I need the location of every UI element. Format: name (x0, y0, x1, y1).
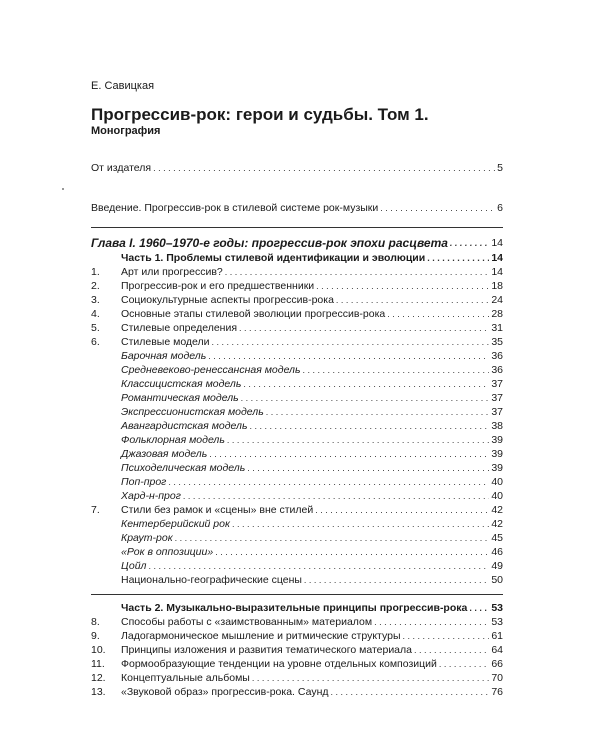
toc-entry-text: Экспрессионистская модель (121, 406, 264, 418)
leader-dots (247, 462, 489, 474)
toc-entry-text: Барочная модель (121, 350, 207, 362)
toc-item-2[interactable] (91, 278, 503, 292)
toc-entry-text: Глава I. 1960–1970-е годы: прогрессив-рок эпохи расцвета (91, 236, 448, 250)
toc-subitem-medieval[interactable] (91, 362, 503, 376)
toc-page-number: 36 (491, 364, 503, 376)
toc-item-number: 13. (91, 686, 106, 698)
toc-subitem-classicist[interactable] (91, 376, 503, 390)
toc-item-5[interactable] (91, 320, 503, 334)
toc-entry-text: Авангардистская модель (121, 420, 248, 432)
toc-item-13[interactable] (91, 684, 503, 698)
toc-item-number: 3. (91, 294, 100, 306)
leader-dots (209, 448, 489, 460)
toc-entry-text: «Рок в оппозиции» (121, 546, 214, 558)
toc-page-number: 38 (491, 420, 503, 432)
leader-dots (241, 392, 490, 404)
toc-entry-text: Прогрессив-рок и его предшественники (121, 280, 315, 292)
toc-item-number: 9. (91, 630, 100, 642)
toc-page-number: 45 (491, 532, 503, 544)
toc-item-8[interactable] (91, 614, 503, 628)
toc-subitem-expressionist[interactable] (91, 404, 503, 418)
toc-subitem-baroque[interactable] (91, 348, 503, 362)
toc-entry-text: Часть 2. Музыкально-выразительные принципы прогрессив-рока (121, 602, 468, 614)
toc-entry-text: Кентерберийский рок (121, 518, 230, 530)
leader-dots (427, 252, 489, 264)
toc-page-number: 42 (491, 518, 503, 530)
leader-dots (331, 686, 490, 698)
leader-dots (266, 406, 490, 418)
toc-item-12[interactable] (91, 670, 503, 684)
toc-page-number: 5 (497, 162, 503, 174)
toc-item-number: 10. (91, 644, 106, 656)
leader-dots (212, 336, 490, 348)
divider-line (91, 594, 503, 595)
toc-entry-text: Ладогармоническое мышление и ритмические структуры (121, 630, 401, 642)
toc-item-10[interactable] (91, 642, 503, 656)
toc-entry-text: Классицистская модель (121, 378, 242, 390)
toc-entry-text: Романтическая модель (121, 392, 239, 404)
toc-page-number: 76 (491, 686, 503, 698)
toc-page-number: 24 (491, 294, 503, 306)
toc-entry-text: Основные этапы стилевой эволюции прогрессив-рока (121, 308, 386, 320)
toc-item-number: 7. (91, 504, 100, 516)
toc-page-number: 42 (491, 504, 503, 516)
toc-page-number: 14 (491, 266, 503, 278)
toc-entry-publisher[interactable] (91, 160, 503, 174)
toc-entry-text: Принципы изложения и развития тематического материала (121, 644, 412, 656)
toc-item-number: 12. (91, 672, 106, 684)
leader-dots (183, 490, 489, 502)
toc-subitem-national-scenes[interactable] (91, 572, 503, 586)
toc-page-number: 28 (491, 308, 503, 320)
toc-entry-introduction[interactable] (91, 200, 503, 214)
toc-item-number: 6. (91, 336, 100, 348)
toc-page-number: 37 (491, 378, 503, 390)
toc-entry-text: Средневеково-ренессансная модель (121, 364, 301, 376)
leader-dots (403, 630, 490, 642)
toc-item-1[interactable] (91, 264, 503, 278)
leader-dots (315, 504, 489, 516)
toc-subitem-pop-prog[interactable] (91, 474, 503, 488)
toc-subitem-krautrock[interactable] (91, 530, 503, 544)
leader-dots (304, 574, 489, 586)
leader-dots (252, 672, 489, 684)
leader-dots (316, 280, 489, 292)
toc-entry-text: Часть 1. Проблемы стилевой идентификации и эволюции (121, 252, 426, 264)
toc-item-number: 1. (91, 266, 100, 278)
toc-subitem-psychedelic[interactable] (91, 460, 503, 474)
toc-part-1[interactable] (91, 250, 503, 264)
toc-entry-text: Способы работы с «заимствованным» материалом (121, 616, 373, 628)
toc-entry-text: Национально-географические сцены (121, 574, 302, 586)
toc-page-number: 61 (491, 630, 503, 642)
toc-page-number: 53 (491, 616, 503, 628)
toc-page-number: 37 (491, 392, 503, 404)
toc-entry-text: Поп-прог (121, 476, 167, 488)
toc-page-number: 70 (491, 672, 503, 684)
toc-item-6[interactable] (91, 334, 503, 348)
toc-subitem-hard-prog[interactable] (91, 488, 503, 502)
toc-page-number: 6 (497, 202, 503, 214)
toc-chapter-1[interactable] (91, 233, 503, 249)
leader-dots (232, 518, 489, 530)
book-title: Прогрессив-рок: герои и судьбы. Том 1. (91, 105, 429, 124)
toc-item-number: 5. (91, 322, 100, 334)
toc-subitem-canterbury[interactable] (91, 516, 503, 530)
toc-subitem-jazz[interactable] (91, 446, 503, 460)
leader-dots (243, 378, 489, 390)
book-subtitle: Монография (91, 125, 161, 137)
toc-subitem-rio[interactable] (91, 544, 503, 558)
toc-item-number: 4. (91, 308, 100, 320)
leader-dots (225, 266, 490, 278)
toc-subitem-avantgarde[interactable] (91, 418, 503, 432)
toc-entry-text: Формообразующие тенденции на уровне отдельных композиций (121, 658, 437, 670)
leader-dots (227, 434, 489, 446)
leader-dots (239, 322, 489, 334)
toc-item-7[interactable] (91, 502, 503, 516)
toc-page-number: 37 (491, 406, 503, 418)
toc-entry-text: Цойл (121, 560, 147, 572)
divider-line (91, 227, 503, 228)
toc-page-number: 46 (491, 546, 503, 558)
leader-dots (148, 560, 489, 572)
toc-page-number: 31 (491, 322, 503, 334)
toc-page-number: 40 (491, 490, 503, 502)
toc-item-number: 8. (91, 616, 100, 628)
toc-entry-text: Психоделическая модель (121, 462, 246, 474)
leader-dots (153, 162, 495, 174)
toc-entry-text: Введение. Прогрессив-рок в стилевой системе рок-музыки (91, 202, 379, 214)
leader-dots (215, 546, 489, 558)
leader-dots (249, 420, 489, 432)
leader-dots (208, 350, 489, 362)
leader-dots (380, 202, 495, 214)
leader-dots (414, 644, 489, 656)
toc-item-3[interactable] (91, 292, 503, 306)
toc-part-2[interactable] (91, 600, 503, 614)
toc-entry-text: От издателя (91, 162, 152, 174)
toc-page-number: 66 (491, 658, 503, 670)
leader-dots (303, 364, 490, 376)
toc-entry-text: Концептуальные альбомы (121, 672, 250, 684)
toc-subitem-folk[interactable] (91, 432, 503, 446)
toc-entry-text: Стили без рамок и «сцены» вне стилей (121, 504, 314, 516)
toc-page-number: 18 (491, 280, 503, 292)
leader-dots (175, 532, 490, 544)
toc-subitem-zeuhl[interactable] (91, 558, 503, 572)
toc-item-number: 11. (91, 658, 105, 670)
leader-dots (387, 308, 489, 320)
leader-dots (168, 476, 489, 488)
toc-page-number: 64 (491, 644, 503, 656)
toc-page-number: 53 (491, 602, 503, 614)
toc-page-number: 14 (491, 237, 503, 249)
toc-item-number: 2. (91, 280, 100, 292)
scan-speck (62, 188, 64, 190)
toc-page-number: 36 (491, 350, 503, 362)
toc-entry-text: Стилевые модели (121, 336, 210, 348)
leader-dots (450, 237, 489, 249)
toc-entry-text: Краут-рок (121, 532, 173, 544)
toc-item-4[interactable] (91, 306, 503, 320)
toc-entry-text: Социокультурные аспекты прогрессив-рока (121, 294, 334, 306)
toc-page-number: 14 (491, 252, 503, 264)
author-name: Е. Савицкая (91, 80, 155, 92)
leader-dots (439, 658, 489, 670)
toc-page-number: 50 (491, 574, 503, 586)
toc-entry-text: Арт или прогрессив? (121, 266, 223, 278)
toc-entry-text: Стилевые определения (121, 322, 238, 334)
toc-entry-text: Фольклорная модель (121, 434, 225, 446)
leader-dots (374, 616, 489, 628)
toc-page-number: 39 (491, 448, 503, 460)
toc-subitem-romantic[interactable] (91, 390, 503, 404)
toc-page-number: 39 (491, 434, 503, 446)
toc-entry-text: «Звуковой образ» прогрессив-рока. Саунд (121, 686, 329, 698)
toc-page-number: 39 (491, 462, 503, 474)
toc-page-number: 40 (491, 476, 503, 488)
toc-item-11[interactable] (91, 656, 503, 670)
toc-entry-text: Джазовая модель (121, 448, 208, 460)
toc-page-number: 49 (491, 560, 503, 572)
toc-item-9[interactable] (91, 628, 503, 642)
toc-entry-text: Хард-н-прог (121, 490, 181, 502)
leader-dots (469, 602, 489, 614)
leader-dots (336, 294, 489, 306)
toc-page-number: 35 (491, 336, 503, 348)
